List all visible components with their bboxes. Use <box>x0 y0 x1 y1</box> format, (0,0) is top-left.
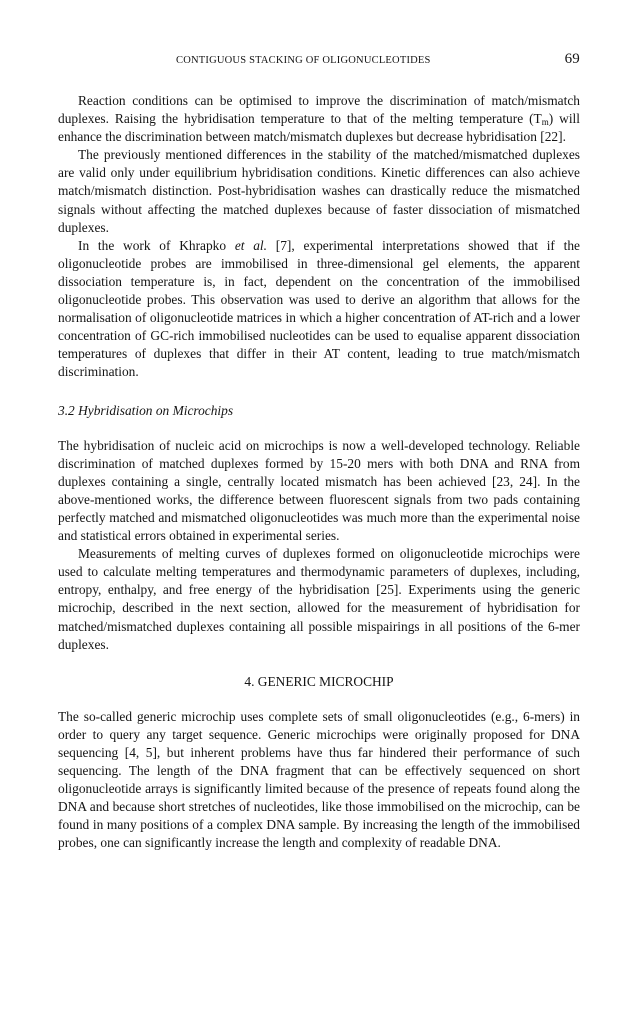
section-heading-3-2: 3.2 Hybridisation on Microchips <box>58 402 234 418</box>
running-title: CONTIGUOUS STACKING OF OLIGONUCLEOTIDES <box>176 55 431 66</box>
paragraph <box>58 92 580 146</box>
paragraph-text: In the work of Khrapko <box>78 237 235 253</box>
paragraph: The so-called generic microchip uses complete sets of small oligonucleotides (e.g., 6-mers) in order to query any target sequence. Generic microchips were originally proposed for DNA sequencing [4, 5], but inherent problems have thus far hindered their performance of such sequencing. The length of the DNA fragment that can be effectively sequenced on short oligonucleotide arrays is significantly limited because of the presence of repeats found along the DNA and because short stretches of nucleotides, like those immobilised on the microchip, can be found in many positions of a complex DNA sample. By increasing the length of the immobilised probes, one can significantly increase the length and complexity of readable DNA. <box>58 708 580 851</box>
paragraph: The hybridisation of nucleic acid on microchips is now a well-developed technology. Reliable discrimination of matched duplexes formed by 15-20 mers with both DNA and RNA from duplexes containing a single, centrally located mismatch has been achieved [23, 24]. In the above-mentioned works, the difference between fluorescent signals from two pads containing perfectly matched and mismatched oligonucleotides was much more than the experimental noise and statistical errors obtained in experimental series. <box>58 437 580 544</box>
page-number: 69 <box>564 51 580 67</box>
paragraph <box>58 237 580 382</box>
paragraph-text: Reaction conditions can be optimised to improve the discrimination of match/mismatch duplexes. Raising the hybridisation temperature to that of the melting temperature (T <box>58 93 580 127</box>
paragraph-text: ) will enhance the discrimination between match/mismatch duplexes but decrease hybridisation [22]. <box>58 111 581 145</box>
body-text <box>58 92 580 853</box>
et-al: et al. <box>234 237 267 253</box>
paragraph: The previously mentioned differences in the stability of the matched/mismatched duplexes are valid only under equilibrium hybridisation conditions. Kinetic differences can also achieve match/mismatch distinction. Post-hybridisation washes can drastically reduce the mismatched signals without affecting the matched duplexes because of faster dissociation of mismatched duplexes. <box>58 147 580 235</box>
section-heading-4: 4. GENERIC MICROCHIP <box>244 673 394 689</box>
subscript-m: m <box>541 117 549 128</box>
paragraph-text: [7], experimental interpretations showed that if the oligonucleotide probes are immobilised in three-dimensional gel elements, the apparent dissociation temperature is, in fact, dependent on the concentration of the immobilised oligonucleotide probes. This observation was used to derive an algorithm that allows for the normalisation of oligonucleotide matrices in which a higher concentration of AT-rich and a lower concentration of GC-rich immobilised nucleotides can be used to equalise apparent dissociation temperatures of duplexes that differ in their AT content, leading to true match/mismatch discrimination. <box>58 237 580 380</box>
paragraph: Measurements of melting curves of duplexes formed on oligonucleotide microchips were used to calculate melting temperatures and thermodynamic parameters of duplexes, including, entropy, enthalpy, and free energy of the hybridisation [25]. Experiments using the generic microchip, described in the next section, allowed for the measurement of hybridisation for matched/mismatched duplexes containing all possible mispairings in all positions of the 6-mer duplexes. <box>58 546 580 652</box>
